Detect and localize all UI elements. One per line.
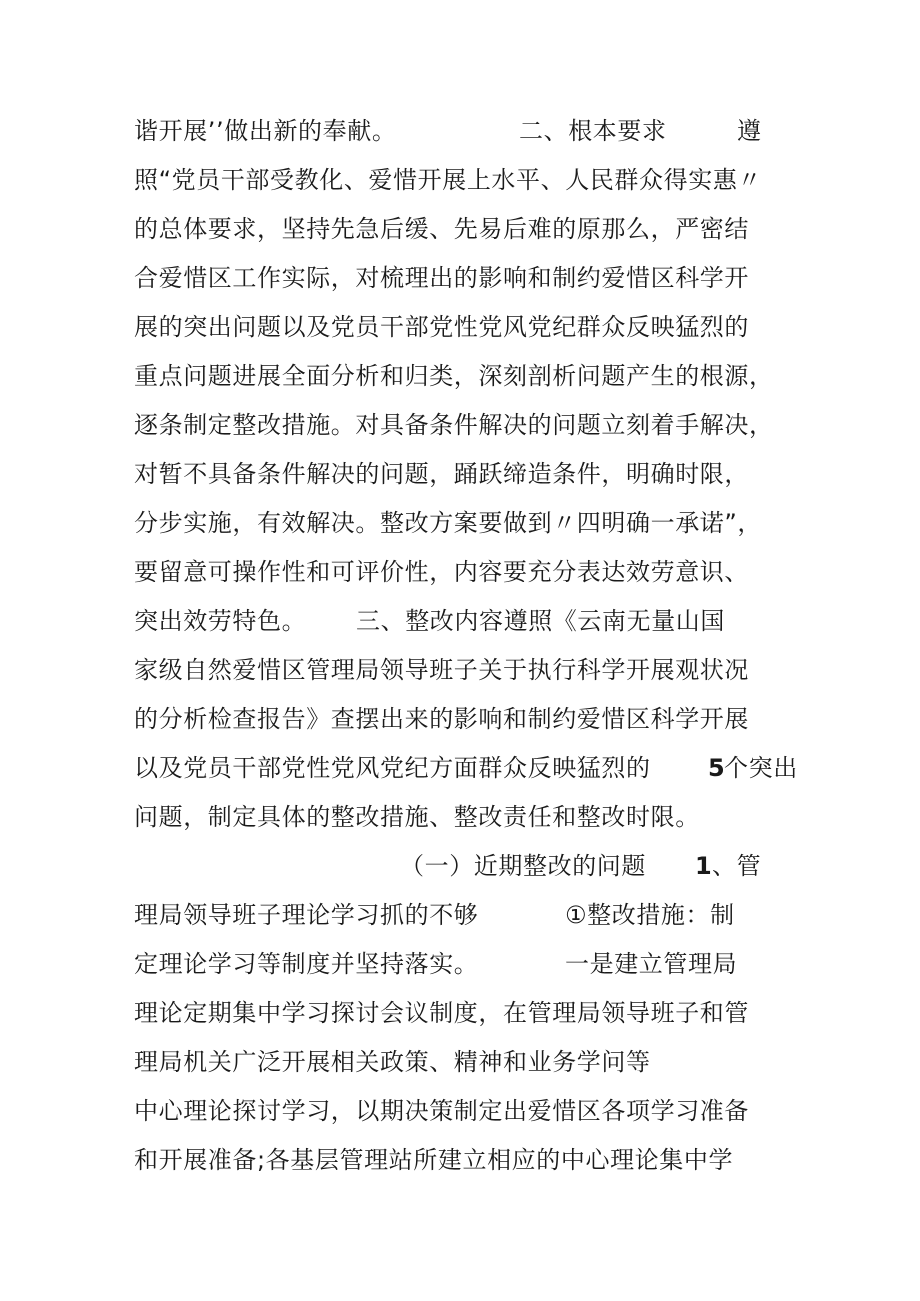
text-segment: 分步实施，有效解决。整改方案要做到〃四明确一承诺”，	[134, 509, 763, 537]
text-segment: 遵	[737, 117, 762, 145]
text-segment: 理局领导班子理论学习抓的不够	[134, 901, 479, 929]
number: 5	[708, 754, 726, 782]
text-segment: 重点问题进展全面分析和归类，深刻剖析问题产生的根源，	[134, 362, 774, 390]
text-segment: 一是建立管理局	[565, 950, 738, 978]
text-segment: 照“党员干部受教化、爱惜开展上水平、人民群众得实惠〃	[134, 166, 763, 194]
text-segment: 突出效劳特色。	[134, 607, 307, 635]
subsection-heading: （一）近期整改的问题	[400, 852, 646, 880]
text-segment: 逐条制定整改措施。对具备条件解决的问题立刻着手解决，	[134, 411, 774, 439]
text-segment: 中心理论探讨学习，以期决策制定出爱惜区各项学习准备	[134, 1097, 749, 1125]
text-segment: 、管	[712, 852, 762, 880]
text-segment: 展的突出问题以及党员干部党性党风党纪群众反映猛烈的	[134, 313, 749, 341]
text-segment: 谐开展’’做出新的奉献。	[134, 117, 397, 145]
text-segment: 个突出	[724, 754, 798, 782]
text-segment: 理论定期集中学习探讨会议制度，在管理局领导班子和管	[134, 999, 749, 1027]
section-heading: 三、整改内容遵照《云南无量山国	[356, 607, 725, 635]
text-segment: 家级自然爱惜区管理局领导班子关于执行科学开展观状况	[134, 656, 749, 684]
text-segment: 的分析检查报告》查摆出来的影响和制约爱惜区科学开展	[134, 705, 749, 733]
text-segment: 理局机关广泛开展相关政策、精神和业务学问等	[134, 1048, 651, 1076]
text-segment: 和开展准备;各基层管理站所建立相应的中心理论集中学	[134, 1146, 734, 1174]
text-line	[0, 1144, 734, 1240]
number: 1	[695, 852, 713, 880]
text-segment: 对暂不具备条件解决的问题，踊跃缔造条件，明确时限，	[134, 460, 749, 488]
text-segment: 定理论学习等制度并坚持落实。	[134, 950, 479, 978]
text-segment: 问题，制定具体的整改措施、整改责任和整改时限。	[134, 803, 700, 831]
text-segment: 的总体要求，坚持先急后缓、先易后难的原那么，严密结	[134, 215, 749, 243]
text-segment: 合爱惜区工作实际，对梳理出的影响和制约爱惜区科学开	[134, 264, 749, 292]
text-segment: 以及党员干部党性党风党纪方面群众反映猛烈的	[134, 754, 651, 782]
text-segment: 要留意可操作性和可评价性，内容要充分表达效劳意识、	[134, 558, 749, 586]
section-heading: 二、根本要求	[519, 117, 667, 145]
text-segment: ①整改措施：制	[565, 901, 735, 929]
